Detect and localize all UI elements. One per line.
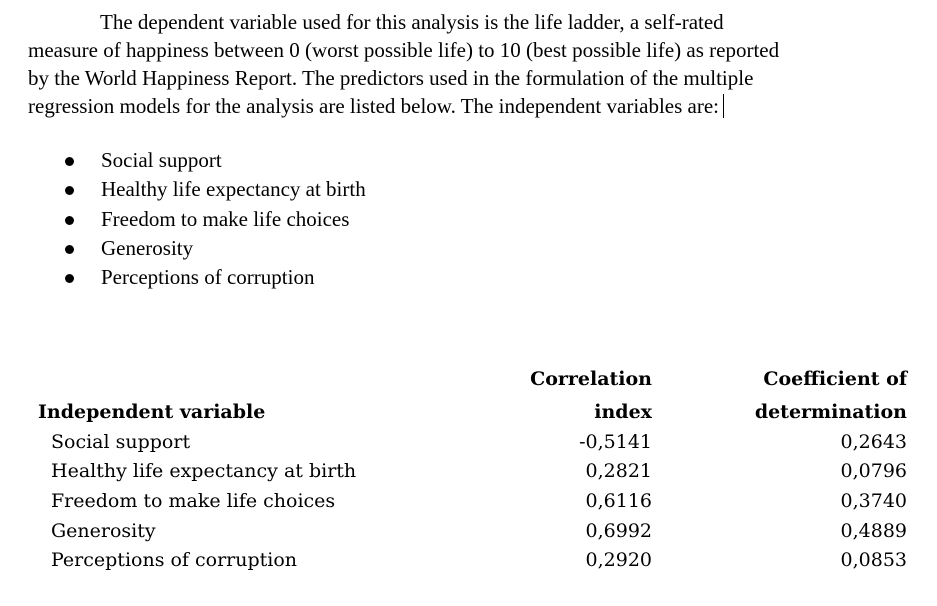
list-item — [0, 175, 366, 204]
bullet-icon — [65, 274, 74, 283]
bullet-icon — [65, 157, 74, 166]
table-cell-determination: 0,0853 — [840, 549, 907, 571]
independent-variables-list — [0, 146, 366, 292]
table-row-label: Perceptions of corruption — [51, 549, 298, 571]
table-cell-determination: 0,2643 — [840, 431, 907, 453]
list-item-label: Generosity — [101, 235, 194, 260]
list-item — [0, 205, 366, 234]
list-item — [0, 146, 366, 175]
list-item — [0, 234, 366, 263]
header-independent-variable: Independent variable — [38, 401, 266, 423]
bullet-icon — [65, 186, 74, 195]
header-determination-2: determination — [754, 401, 907, 423]
paragraph-line-4 — [28, 92, 908, 120]
bullet-icon — [65, 245, 74, 254]
header-correlation: Correlation — [530, 368, 652, 390]
table-cell-correlation: 0,6992 — [585, 520, 652, 542]
header-correlation-index: index — [594, 401, 652, 423]
table-cell-determination: 0,0796 — [840, 460, 907, 482]
header-determination: Coefficient of — [763, 368, 907, 390]
bullet-icon — [65, 216, 74, 225]
paragraph-line-3: by the World Happiness Report. The predictors used in the formulation of the multiple — [28, 66, 754, 90]
text-cursor — [723, 94, 724, 118]
table-cell-correlation: 0,2920 — [585, 549, 652, 571]
table-row-label: Freedom to make life choices — [51, 490, 336, 512]
table-cell-correlation: 0,2821 — [585, 460, 652, 482]
list-item-label: Healthy life expectancy at birth — [101, 177, 366, 202]
list-item — [0, 263, 366, 292]
table-row-label: Generosity — [51, 520, 156, 542]
intro-paragraph[interactable] — [28, 8, 908, 120]
list-item-label: Social support — [101, 148, 222, 172]
paragraph-line-1: The dependent variable used for this analysis is the life ladder, a self-rated — [100, 10, 724, 34]
paragraph-line-2: measure of happiness between 0 (worst possible life) to 10 (best possible life) as reported — [28, 38, 780, 62]
paragraph-line-4-text: regression models for the analysis are listed below. The independent variables are: — [28, 94, 720, 118]
table-cell-correlation: 0,6116 — [585, 490, 652, 512]
list-item-label: Perceptions of corruption — [101, 265, 315, 289]
table-row-label: Social support — [51, 431, 191, 453]
table-cell-determination: 0,3740 — [840, 490, 907, 512]
table-cell-correlation: -0,5141 — [579, 431, 652, 453]
list-item-label: Freedom to make life choices — [101, 206, 350, 231]
table-cell-determination: 0,4889 — [840, 520, 907, 542]
table-row-label: Healthy life expectancy at birth — [51, 460, 357, 482]
